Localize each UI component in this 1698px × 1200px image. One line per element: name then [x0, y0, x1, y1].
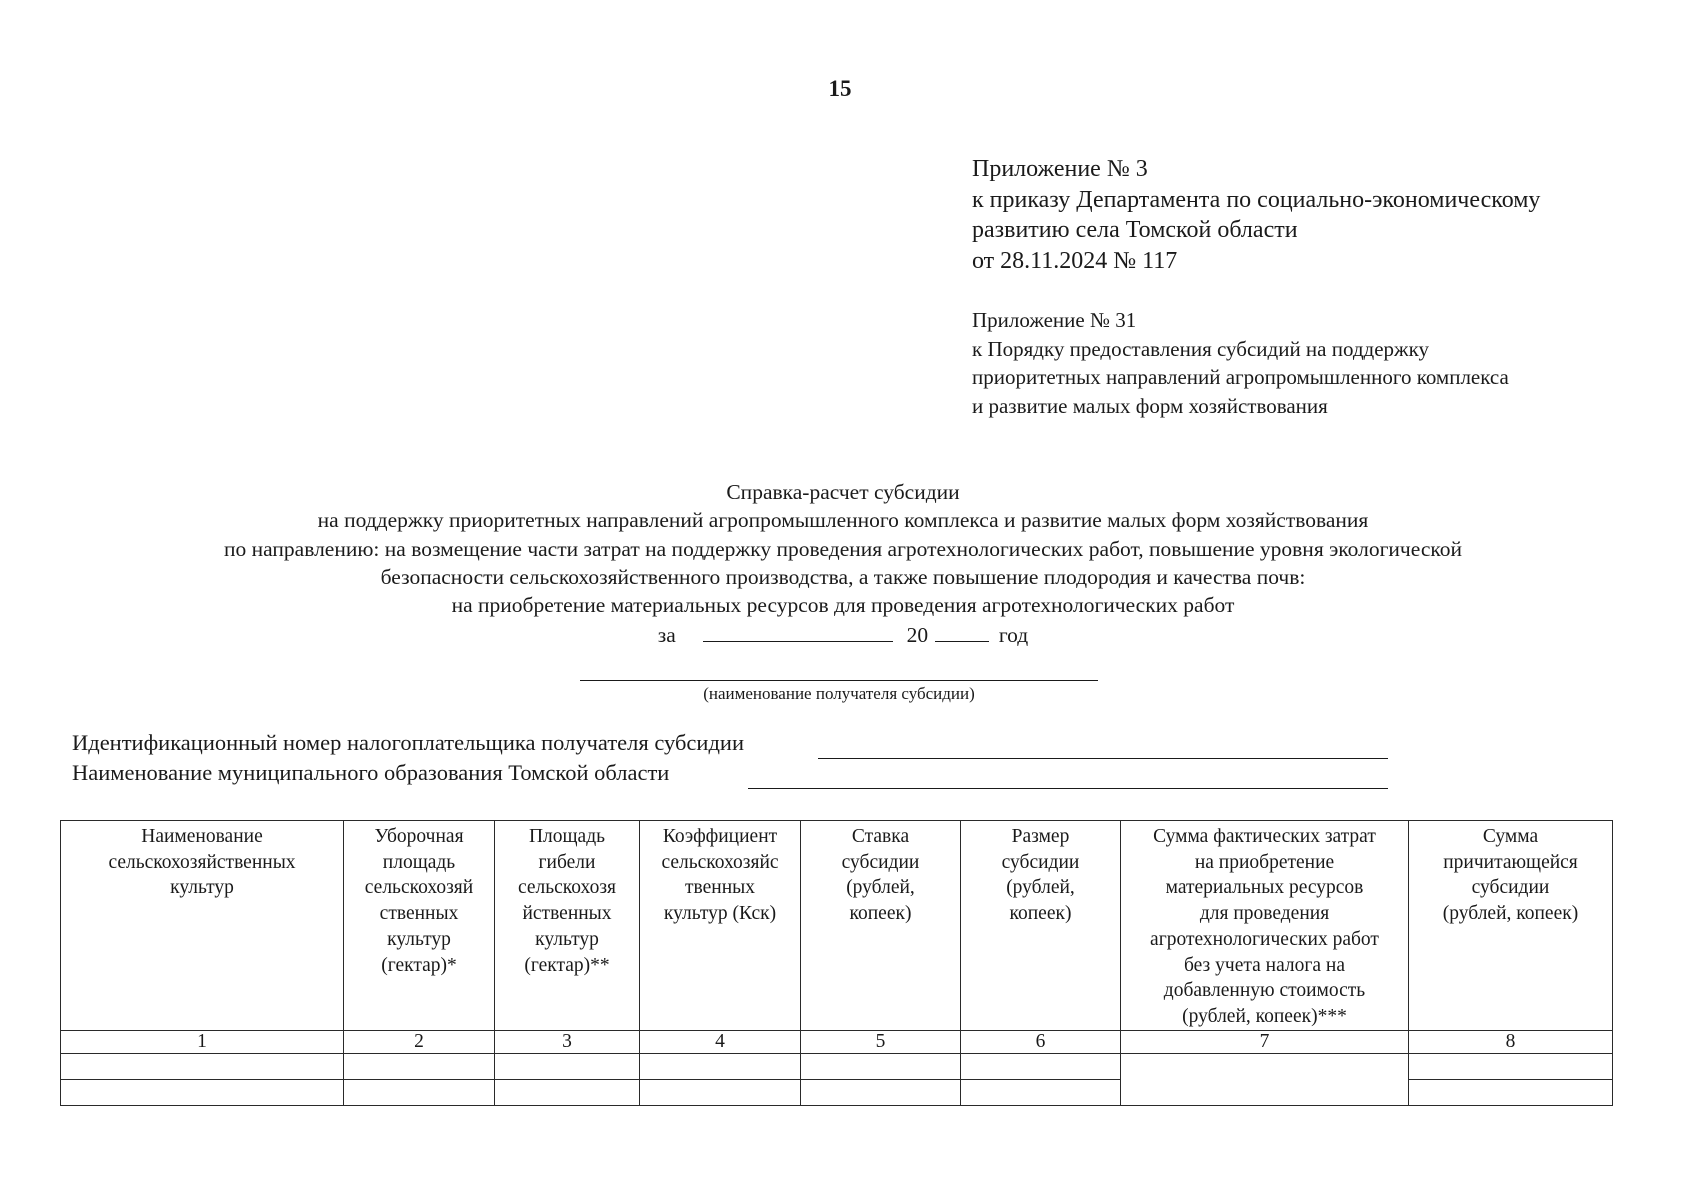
appendix-31-line: и развитие малых форм хозяйствования [972, 393, 1328, 418]
document-title: Справка-расчет субсидии [726, 480, 960, 504]
column-header-actual-costs: Сумма фактических затрат на приобретение материальных ресурсов для проведения агротехнологических работ без учета налога на добавленную стоимость (рублей, копеек)*** [1121, 821, 1409, 1031]
loss-area-cell[interactable] [495, 1079, 640, 1105]
inn-row [72, 730, 744, 756]
municipality-label: Наименование муниципального образования Томской области [72, 760, 670, 785]
column-header-subsidy-due: Сумма причитающейся субсидии (рублей, копеек) [1409, 821, 1613, 1031]
appendix-3-block [972, 154, 1540, 276]
column-number: 4 [640, 1030, 801, 1053]
appendix-31-block [972, 306, 1509, 420]
column-number: 1 [61, 1030, 344, 1053]
amount-cell[interactable] [961, 1053, 1121, 1079]
table-row [61, 1053, 1613, 1079]
municipality-field[interactable] [748, 788, 1388, 789]
column-number: 2 [344, 1030, 495, 1053]
subsidy-calculation-table [60, 820, 1613, 1106]
actual-costs-cell[interactable] [1121, 1053, 1409, 1105]
column-header-loss-area: Площадь гибели сельскохозя йственных культур (гектар)** [495, 821, 640, 1031]
column-number: 7 [1121, 1030, 1409, 1053]
period-suffix: год [998, 623, 1029, 648]
period-year-prefix: 20 [906, 623, 929, 648]
harvest-area-cell[interactable] [344, 1053, 495, 1079]
period-line [0, 621, 1686, 649]
crop-name-cell[interactable] [61, 1053, 344, 1079]
column-header-subsidy-rate: Ставка субсидии (рублей, копеек) [801, 821, 961, 1031]
recipient-caption: (наименование получателя субсидии) [703, 684, 975, 703]
appendix-3-line: развитию села Томской области [972, 217, 1298, 243]
appendix-31-line: приоритетных направлений агропромышленного комплекса [972, 365, 1509, 389]
document-subtitle: безопасности сельскохозяйственного производства, а также повышение плодородия и качества почв: [380, 564, 1306, 589]
coefficient-cell[interactable] [640, 1079, 801, 1105]
column-number: 6 [961, 1030, 1121, 1053]
inn-label: Идентификационный номер налогоплательщика получателя субсидии [72, 730, 744, 755]
page-number: 15 [828, 76, 852, 101]
municipality-row [72, 760, 669, 786]
recipient-name-field[interactable] [580, 680, 1098, 681]
rate-cell[interactable] [801, 1079, 961, 1105]
appendix-31-line: к Порядку предоставления субсидий на поддержку [972, 336, 1429, 361]
document-subtitle: на поддержку приоритетных направлений агропромышленного комплекса и развитие малых форм хозяйствования [317, 508, 1369, 533]
period-prefix: за [657, 623, 676, 648]
period-month-field[interactable] [703, 621, 893, 642]
appendix-3-date: от 28.11.2024 № 117 [972, 247, 1178, 274]
loss-area-cell[interactable] [495, 1053, 640, 1079]
column-header-subsidy-amount: Размер субсидии (рублей, копеек) [961, 821, 1121, 1031]
crop-name-cell[interactable] [61, 1079, 344, 1105]
column-number: 5 [801, 1030, 961, 1053]
column-header-harvest-area: Уборочная площадь сельскохозяй ственных культур (гектар)* [344, 821, 495, 1031]
document-subtitle: на приобретение материальных ресурсов для проведения агротехнологических работ [451, 593, 1235, 618]
table-header-row [61, 821, 1613, 1031]
amount-cell[interactable] [961, 1079, 1121, 1105]
subsidy-due-cell[interactable] [1409, 1079, 1613, 1105]
harvest-area-cell[interactable] [344, 1079, 495, 1105]
appendix-31-title: Приложение № 31 [972, 308, 1137, 332]
column-number: 8 [1409, 1030, 1613, 1053]
appendix-3-line: к приказу Департамента по социально-экономическому [972, 186, 1541, 213]
coefficient-cell[interactable] [640, 1053, 801, 1079]
appendix-3-title: Приложение № 3 [972, 156, 1148, 182]
inn-field[interactable] [818, 758, 1388, 759]
period-year-field[interactable] [935, 621, 989, 642]
rate-cell[interactable] [801, 1053, 961, 1079]
column-header-crop-name: Наименование сельскохозяйственных культур [61, 821, 344, 1031]
subsidy-due-cell[interactable] [1409, 1053, 1613, 1079]
document-title-block [0, 478, 1686, 650]
column-header-crop-coefficient: Коэффициент сельскохозяйс твенных культур (Кск) [640, 821, 801, 1031]
document-subtitle: по направлению: на возмещение части затрат на поддержку проведения агротехнологических работ, повышение уровня экологической [224, 536, 1462, 561]
column-number: 3 [495, 1030, 640, 1053]
column-number-row [61, 1030, 1613, 1053]
